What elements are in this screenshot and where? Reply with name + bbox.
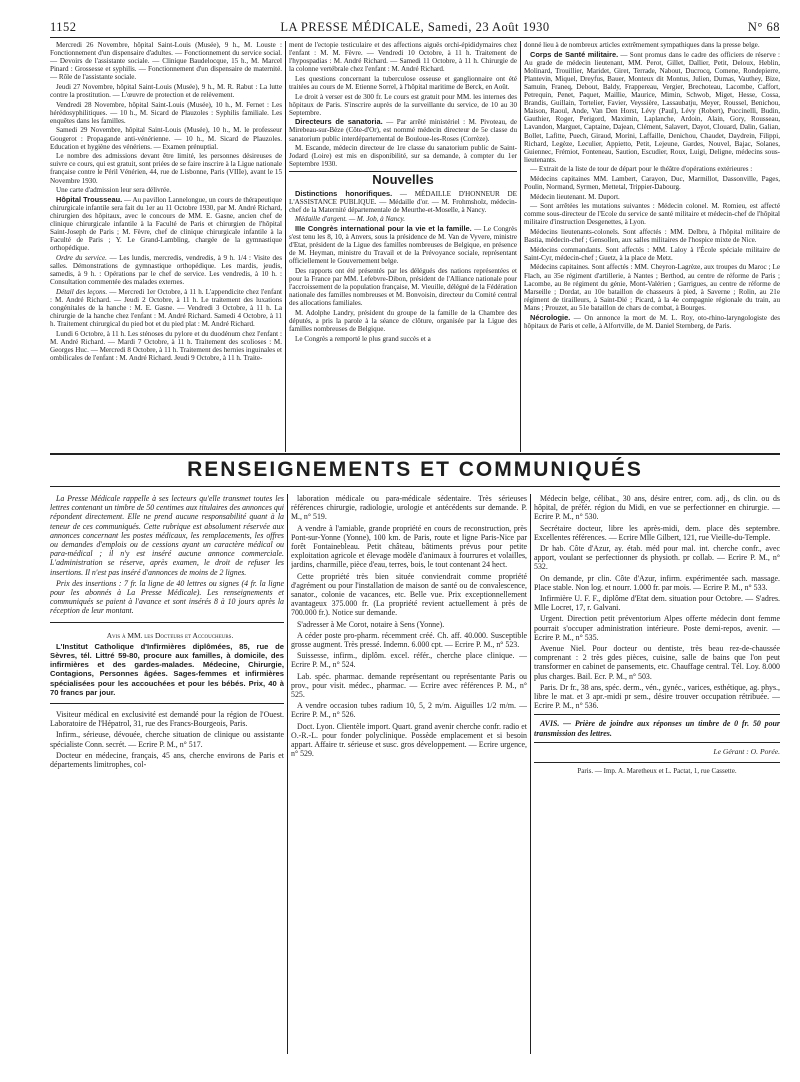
paragraph: Vendredi 28 Novembre, hôpital Saint-Louis (Musée), 10 h., M. Fernet : Les hérédosyphilitiques. — 10 h., M. Sicard de Plauzoles : Syphilis familiale. Les enquêtes dans les familles. — [50, 100, 282, 125]
paragraph: Les questions concernant la tuberculose osseuse et ganglionnaire ont été traitées au cours de M. Etienne Sorrel, à l'hôpital maritime de Berck, en Août. — [289, 74, 517, 91]
news-item: IIIe Congrès international pour la vie et la famille. — Le Congrès s'est tenu les 8, 10, à Anvers, sous la présidence de M. Van de Vyvere, ministre d'Etat, président de la Ligue des familles nombreuses de Belgique, en présence de M. Heyman, ministre du Travail et de la Prévoyance sociale, représentant officiellement le Gouvernement belge. — [289, 223, 517, 266]
paragraph: Médecins lieutenants-colonels. Sont affectés : MM. Delbru, à l'hôpital militaire de Bastia, médecin-chef ; Gensollen, aux salles militaires de l'hospice mixte de Nice. — [524, 228, 780, 245]
classified-ad: Visiteur médical en exclusivité est demandé pour la région de l'Ouest. Laboratoire de l'Hépatrol, 31, rue des Francs-Bourgeois, Paris. — [50, 710, 284, 729]
classified-ad: Médecin belge, célibat., 30 ans, désire entrer, com. adj., ds clin. ou ds hôpital, de préfér. région du Midi, en vue se perfectionner en chirurgie. — Ecrire P. M., n° 530. — [534, 494, 780, 522]
column-2 — [289, 41, 517, 451]
classified-ad: A vendre à l'amiable, grande propriété en cours de reconstruction, près Pont-sur-Yonne (Yonne), 100 km. de Paris, route et ligne Paris-Nice par forêt Fontainebleau. Petit château, bâtiments prévus pour petite exploitation agricole et élevage modèle d'animaux à fourrures et volailles, jardins, charmille, pièce d'eau, terres, bois, le tout contenant 24 hect. — [291, 523, 527, 570]
paragraph: Médecins capitaines. Sont affectés : MM. Cheyron-Lagrèze, aux troupes du Maroc ; Le Flach, au 35e régiment d'artillerie, à Nantes ; Berthod, au centre de réforme de Paris ; Lacombe, au 8e régiment du génie, Mont-Valérien ; Garrigues, au centre de réforme de Marseille ; Dordat, au 10e bataillon de chasseurs à pied, à Saverne ; Rolin, au 21e régiment de tirailleurs, à Saint-Dié ; Picard, à la 4e compagnie régionale du train, au Mans ; Prouzet, au 51e bataillon de chars de combat, à Bourges. — [524, 263, 780, 312]
news-item: Hôpital Trousseau. — Au pavillon Lannelongue, un cours de thérapeutique chirurgicale infantile sera fait du 1er au 11 Octobre 1930, par M. André Richard, chirurgien des hôpitaux, avec le concours de MM. E. Gasne, ancien chef de clinique chirurgicale infantile à la Faculté de Paris et chirurgien de l'hôpital Saint-Joseph de Paris ; M. Fèvre, chef de clinique chirurgicale infantile à la Faculté de Paris ; Y. Le Grand-Lambling, chargée de la gymnastique orthopédique. — [50, 194, 282, 253]
section-title-rule — [50, 486, 780, 487]
classified-ad: Infirm., sérieuse, dévouée, cherche situation de clinique ou assistante spécialiste Conn. secrét. — Ecrire P. M., n° 517. — [50, 730, 284, 749]
classified-ad: Cette propriété très bien située conviendrait comme propriété d'agrément ou pour l'installation de maison de santé ou de convalescence, sanator., colonie de vacances, etc. Belle vue. Prix exceptionnellement avantageux 375.000 fr. (La propriété revient actuellement à près de 700.000 fr.). Notice sur demande. — [291, 571, 527, 618]
classified-ad: Secrétaire docteur, libre les après-midi, dem. place dès septembre. Excellentes références. — Ecrire Mlle Gilbert, 121, rue Vieille-du-Temple. — [534, 523, 780, 542]
page-number: 1152 — [50, 20, 77, 34]
section-title: RENSEIGNEMENTS ET COMMUNIQUÉS — [187, 458, 643, 481]
news-item: Distinctions honorifiques. — MÉDAILLE D'HONNEUR DE L'ASSISTANCE PUBLIQUE. — Médaille d'or. — M. Frohmsholz, médecin-chef de la Maternité départementale de Meurthe-et-Moselle, à Nancy. — [289, 188, 517, 214]
paragraph: Des rapports ont été présentés par les délégués des nations représentées et pour la France par MM. Lefebvre-Dibon, président de l'Alliance nationale pour l'accroissement de la population française, M. Vieuille, délégué de la Fédération nationale des familles nombreuses et M. Bonvoisin, directeur du Comité central des allocations familiales. — [289, 266, 517, 308]
paragraph: Jeudi 27 Novembre, hôpital Saint-Louis (Musée), 9 h., M. R. Rabut : La lutte contre la prostitution. — L'œuvre de protection et de relèvement. — [50, 82, 282, 100]
paragraph: M. Adolphe Landry, président du groupe de la famille de la Chambre des députés, a pris la parole à la séance de clôture, organisée par la Ligue des familles nombreuses de Belgique. — [289, 308, 517, 333]
page-header — [50, 20, 780, 36]
classified-ad: S'adresser à Me Corot, notaire à Sens (Yonne). — [297, 619, 445, 629]
news-item: Nécrologie. — On annonce la mort de M. L. Roy, oto-rhino-laryngologiste des hôpitaux de Paris et celle, à Alfortville, de M. Daniel Sternberg, de Paris. — [524, 312, 780, 330]
news-item: Corps de Santé militaire. — Sont promus dans le cadre des officiers de réserve : Au grade de médecin lieutenant, MM. Perot, Gillet, Dallier, Petit, Deloux, Heblin, Molinard, Trouillier, Maridet, Giret, Terrade, Nabout, Ducrocq, Comene, Rondepierre, Plantevin, Miquel, Dreyfus, Bauer, Monteux dit Montus, Julien, Dumas, Vauthey, Bize, Samuin, Franeq, Debout, Baldy, Frappereau, Vergier, Brechoteau, Lacombe, Caffort, Petrequin, Penet, Paquet, Maillie, Maurice, Mimin, Schwob, Miget, Hesse, Cossa, Brandis, Guillain, Tortelier, Favier, Veyssière, Lassaubatju, Meyer, Roussel, Benichou, Maison, Raoul, Ande, Van Den Horst, Lévy (Paul), Lévy (Robert), Puccinelli, Budin, Gauthier, Roger, Perigord, Maximin, Laplanche, Ardoin, Alain, Gory, Rousseau, Lavandon, Marguet, Captaine, Dajean, Clément, Salavert, Dayot, Clouard, Dalin, Galian, Bollet, Lafitte, Puech, Giraud, Morini, Laffaille, Denichou, Chaudet, Daydrein, Filippi, Richard, Legèze, Leculier, Appietto, Petit, Lejeune, Gardes, Nouvel, Bajac, Solanes, Guiennec, Frémiot, Fonteneau, Saution, Escudier, Roux, Luigi, Deligne, médecins sous-lieutenants. — [524, 49, 780, 164]
item-heading: Hôpital Trousseau. — [56, 194, 123, 204]
pricing-text: Prix des insertions : 7 fr. la ligne de 40 lettres ou signes (4 fr. la ligne pour les abonnés à La Presse Médicale). Les renseignements et communiqués se paient à l'avance et sont insérés 8 à 10 jours après la réception de leur montant. — [50, 578, 284, 616]
paragraph: Détail des leçons. — Mercredi 1er Octobre, à 11 h. L'appendicite chez l'enfant : M. André Richard. — Jeudi 2 Octobre, à 11 h. Le traitement des luxations congénitales de la hanche : M. E. Gasne. — Vendredi 3 Octobre, à 11 h. La chirurgie de la hanche chez l'enfant : M. André Richard. Samedi 4 Octobre, à 11 h. Traitement chirurgical du pied bot et du pied plat : M. André Richard. — [50, 287, 282, 329]
classified-ad: A céder poste pro-pharm. récemment créé. Ch. aff. 40.000. Susceptible grosse augment. Très pressé. Indemn. 6.000 cpt. — Ecrire P. M., n° 523. — [291, 630, 527, 650]
ad-divider — [50, 703, 284, 704]
ad-divider — [50, 622, 284, 623]
ads-column-3 — [534, 494, 780, 1054]
paragraph: Médecin lieutenant. M. Duport. — [530, 192, 620, 201]
publication-title: LA PRESSE MÉDICALE, Samedi, 23 Août 1930 — [280, 20, 550, 34]
section-divider — [50, 453, 780, 455]
classified-ad: Urgent. Direction petit préventorium Alpes offerte médecin dont femme pourrait s'occuper administration intérieure. Poste demi-repos, avenir. — Ecrire P. M., n° 535. — [534, 614, 780, 642]
item-heading: Nécrologie. — [530, 312, 571, 322]
paragraph: Mercredi 26 Novembre, hôpital Saint-Louis (Musée), 9 h., M. Louste : Fonctionnement d'un dispensaire d'adultes. — Fonctionnement du service social. — Devoirs de l'assistante sociale. — Clinique Baudelocque, 15 h., M. Marcel Pinard : Grossesse et syphilis. — Fonctionnement d'un dispensaire de maternité. — Rôle de l'assistante sociale. — [50, 41, 282, 82]
header-rule — [50, 37, 780, 38]
paragraph: — Sont arrêtées les mutations suivantes : Médecin colonel. M. Romieu, est affecté comme sous-directeur de l'Ecole du service de santé militaire et médecin-chef de l'hôpital militaire d'instruction Desgenettes, à Lyon. — [524, 202, 780, 227]
paragraph: Le droit à verser est de 300 fr. Le cours est gratuit pour MM. les internes des hôpitaux de Paris. S'inscrire auprès de la surveillante du service, de 10 au 30 Septembre. — [289, 92, 517, 117]
column-1 — [50, 41, 282, 451]
paragraph: Médecins commandants. Sont affectés : MM. Laloy à l'École spéciale militaire de Saint-Cyr, médecin-chef ; Guetz, à la place de Metz. — [524, 245, 780, 262]
paragraph: ment de l'ectopie testiculaire et des affections aiguës orchi-épididymaires chez l'enfant : M. M. Fèvre. — Vendredi 10 Octobre, à 11 h. Traitement de l'hypospadias : M. André Richard. — Samedi 11 Octobre, à 11 h. Chirurgie de la colonne vertébrale chez l'enfant : M. André Richard. — [289, 41, 517, 74]
classified-ad: Infirmière U. F. F., diplôme d'Etat dem. situation pour Octobre. — S'adres. Mlle Locret, 17, r. Galvani. — [534, 594, 780, 613]
column-divider — [285, 41, 286, 452]
paragraph: Médecins capitaines MM. Lambert, Carayon, Duc, Marmillot, Dassonville, Pages, Poulin, Normand, Syrmen, Mettetal, Trippier-Dabourg. — [524, 175, 780, 192]
paragraph: Médaille d'argent. — M. Job, à Nancy. — [295, 215, 406, 224]
classified-ad: laboration médicale ou para-médicale sédentaire. Très sérieuses références chirurgie, radiologie, urologie et antécédents sur demande. P. M., n° 519. — [291, 494, 527, 522]
column-divider — [520, 41, 521, 452]
item-heading: Corps de Santé militaire. — [530, 49, 619, 59]
classified-ad: Docteur en médecine, français, 45 ans, cherche environs de Paris et départements limitrophes, col- — [50, 750, 284, 770]
paragraph: Lundi 6 Octobre, à 11 h. Les sténoses du pylore et du duodénum chez l'enfant : M. André Richard. — Mardi 7 Octobre, à 11 h. Traitement des scolioses : M. Georges Huc. — Mercredi 8 Octobre, à 11 h. Traitement des hernies inguinales et ombilicales de l'enfant : M. André Richard. Jeudi 9 Octobre, à 11 h. Traite- — [50, 329, 282, 362]
item-heading: IIIe Congrès international pour la vie et la famille. — [295, 223, 472, 233]
notice-text: La Presse Médicale rappelle à ses lecteurs qu'elle transmet toutes les lettres contenant un timbre de 50 centimes aux titulaires des annonces qui répondent directement. Elle ne prend aucune responsabilité quant à la teneur de ces communiqués. Cette rubrique est absolument réservée aux annonces concernant les postes médicaux, les remplacements, les offres ou demandes d'emplois ou de cessions ayant un caractère médical ou para-médical ; il n'y est inséré aucune annonce commerciale. L'administration se réserve, après examen, le droit de refuser les insertions. Il n'est pas inséré d'annonces de moins de 2 lignes. — [50, 494, 284, 577]
printer-imprint: Paris. — Imp. A. Maretheux et L. Pactat, 1, rue Cassette. — [577, 767, 737, 776]
avis-title: Avis à MM. les Docteurs et Accoucheurs. — [106, 630, 234, 640]
item-heading: Distinctions honorifiques. — [295, 188, 393, 198]
classified-ad: Suissesse, infirm., diplôm. excel. référ., cherche place clinique. — Ecrire P. M., n° 524. — [291, 651, 527, 670]
subheading: Ordre du service. — [56, 253, 107, 262]
gerant-signature: Le Gérant : O. Porée. — [713, 746, 780, 756]
avis-notice: AVIS. — Prière de joindre aux réponses un timbre de 0 fr. 50 pour transmission des lettres. — [534, 719, 780, 738]
issue-number: N° 68 — [747, 20, 780, 34]
ad-divider — [534, 742, 780, 743]
subheading: Détail des leçons. — [56, 287, 108, 296]
classified-ad: On demande, pr clin. Côte d'Azur, infirm. expérimentée sach. massage. Place stable. Non log. et nourr. 1.000 fr. par mois. — Ecrire P. M., n° 533. — [534, 573, 780, 592]
paragraph: — Extrait de la liste de tour de départ pour le théâtre d'opérations extérieures : — [530, 165, 753, 174]
paragraph: donné lieu à de nombreux articles extrêmement sympathiques dans la presse belge. — [524, 41, 760, 49]
paragraph: Une carte d'admission leur sera délivrée. — [56, 186, 172, 195]
column-divider — [287, 494, 288, 1054]
section-heading-nouvelles: Nouvelles — [372, 172, 434, 188]
classified-ad: Avenue Niel. Pour docteur ou dentiste, très beau rez-de-chaussée comprenant : 2 très gdes pièces, cuisine, salle de bains que l'on peut transformer en cabinet de pansements, etc. Chauffage central. Tél. Loy. 8.000 plus charges. Bail. Ecr. P. M., n° 503. — [534, 644, 780, 681]
classified-ad: Dr hab. Côte d'Azur, ay. étab. méd pour mal. int. cherche confr., avec apport, voulant se perfectionner ds physioth. pr collab. — Ecrire P. M., n° 532. — [534, 544, 780, 572]
paragraph: Le Congrès a remporté le plus grand succès et a — [295, 334, 431, 343]
item-heading: Directeurs de sanatoria. — [295, 117, 383, 127]
news-item: Directeurs de sanatoria. — Par arrêté ministériel : M. Pivoteau, de Mirebeau-sur-Bèze (Côte-d'Or), est nommé médecin directeur de 5e classe du sanatorium public interdépartemental de Bouloue-les-Roses (Corrèze). — [289, 117, 517, 143]
paragraph: M. Escande, médecin directeur de 1re classe du sanatorium public de Saint-Jodard (Loire) est mis en disponibilité, sur sa demande, à compter du 1er Septembre 1930. — [289, 144, 517, 169]
column-3 — [524, 41, 780, 451]
classified-ad: Paris. Dr fr., 38 ans, spéc. derm., vén., gynéc., varices, esthétique, ag. phys., libre le mat. et 3 apr.-midi pr sem., désire trouver occupation rétribuée. — Ecrire P. M., n° 536. — [534, 682, 780, 711]
ads-column-2 — [291, 494, 527, 1054]
paragraph: Samedi 29 Novembre, hôpital Saint-Louis (Musée), 10 h., M. le professeur Gougerot : Propagande anti-vénérienne. — 10 h., M. Sicard de Plauzoles. Education et hygiène des vénériens. — Examen prénuptial. — [50, 126, 282, 151]
ads-column-1 — [50, 494, 284, 1054]
paragraph: Le nombre des admissions devant être limité, les personnes désireuses de suivre ce cours, qui est gratuit, sont priées de se faire inscrire à la Ligue nationale française contre le Péril Vénérien, 44, rue de Lisbonne, Paris (VIIIe), avant le 15 Novembre 1930. — [50, 152, 282, 185]
column-divider — [530, 494, 531, 1054]
classified-ad: A vendre occasion tubes radium 10, 5, 2 m/m. Aiguilles 1/2 m/m. — Ecrire P. M., n° 526. — [291, 701, 527, 720]
ad-divider — [534, 714, 780, 715]
classified-ad: Lab. spéc. pharmac. demande représentant ou représentante Paris ou prov., pour visit. médec., pharmac. — Ecrire avec références P. M., n° 525. — [291, 671, 527, 700]
ad-divider — [534, 762, 780, 763]
paragraph: Ordre du service. — Les lundis, mercredis, vendredis, à 9 h. 1/4 : Visite des salles. Démonstrations de gymnastique orthopédique. Les mardis, jeudis, samedis, à 9 h. : Opérations par le chef de service. Les vendredis, à 10 h. : Consultation commentée des malades externes. — [50, 253, 282, 287]
classified-ad: Doct. Lyon. Clientèle import. Quart. grand avenir cherche confr. radio et O.-R.-L. pour fonder polyclinique. Possède emplacement et si besoin appart. Affaire tr. sérieuse et susc. gros développement. — Ecrire urgence, n° 529. — [291, 721, 527, 759]
section-rule — [289, 171, 517, 172]
classified-ad: L'Institut Catholique d'Infirmières diplômées, 85, rue de Sèvres, tél. Littré 59-80, procure aux familles, à domicile, des infirmières et des gardes-malades. Médecine, Chirurgie, Contagions, Personnes âgées. Sages-femmes et infirmières spécialisées pour les accouchées et pour les bébés. Prix, 40 à 70 francs par jour. — [50, 641, 284, 697]
